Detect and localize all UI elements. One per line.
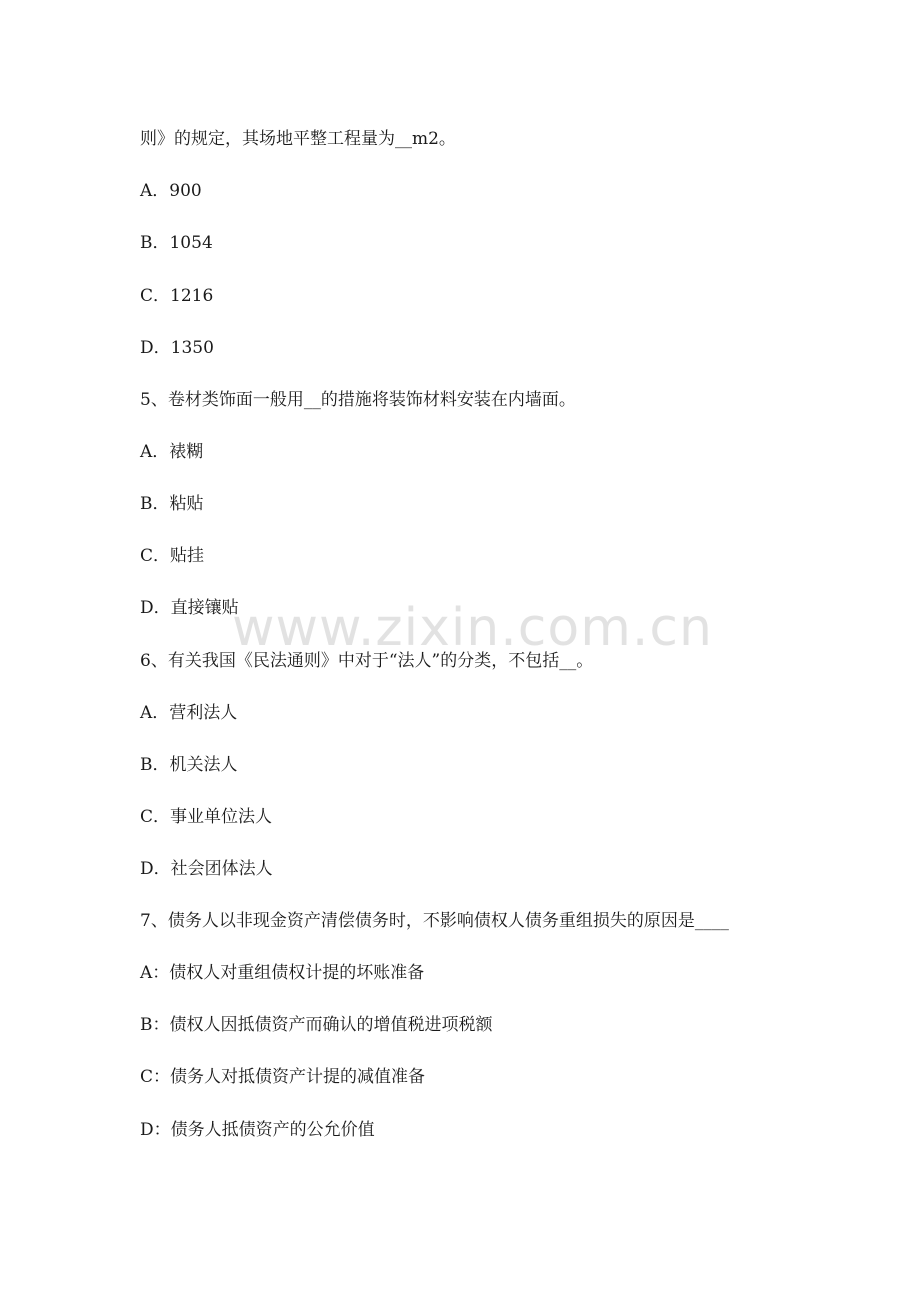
q4-option-d: D．1350: [140, 338, 214, 358]
q7-option-d: D：债务人抵债资产的公允价值: [140, 1120, 375, 1140]
q5-option-c: C．贴挂: [140, 546, 205, 566]
question-5-stem: 5、卷材类饰面一般用__的措施将装饰材料安装在内墙面。: [140, 390, 576, 410]
q7-option-b: B：债权人因抵债资产而确认的增值税进项税额: [140, 1015, 493, 1035]
q6-option-c: C．事业单位法人: [140, 807, 273, 827]
question-7-stem: 7、债务人以非现金资产清偿债务时，不影响债权人债务重组损失的原因是____: [140, 911, 729, 931]
q4-option-c: C．1216: [140, 286, 214, 306]
watermark: www.zixin.com.cn: [232, 598, 713, 658]
q7-option-c: C：债务人对抵债资产计提的减值准备: [140, 1067, 426, 1087]
q6-option-b: B．机关法人: [140, 755, 238, 775]
q4-option-b: B．1054: [140, 233, 213, 253]
q6-option-d: D．社会团体法人: [140, 859, 273, 879]
question-6-stem: 6、有关我国《民法通则》中对于“法人”的分类，不包括__。: [140, 651, 594, 671]
q5-option-d: D．直接镶贴: [140, 598, 239, 618]
q5-option-b: B．粘贴: [140, 494, 204, 514]
q6-option-a: A．营利法人: [140, 703, 238, 723]
q4-option-a: A．900: [140, 181, 202, 201]
q5-option-a: A．裱糊: [140, 442, 204, 462]
q7-option-a: A：债权人对重组债权计提的坏账准备: [140, 963, 425, 983]
question-4-continuation: 则》的规定，其场地平整工程量为__m2。: [140, 129, 456, 149]
